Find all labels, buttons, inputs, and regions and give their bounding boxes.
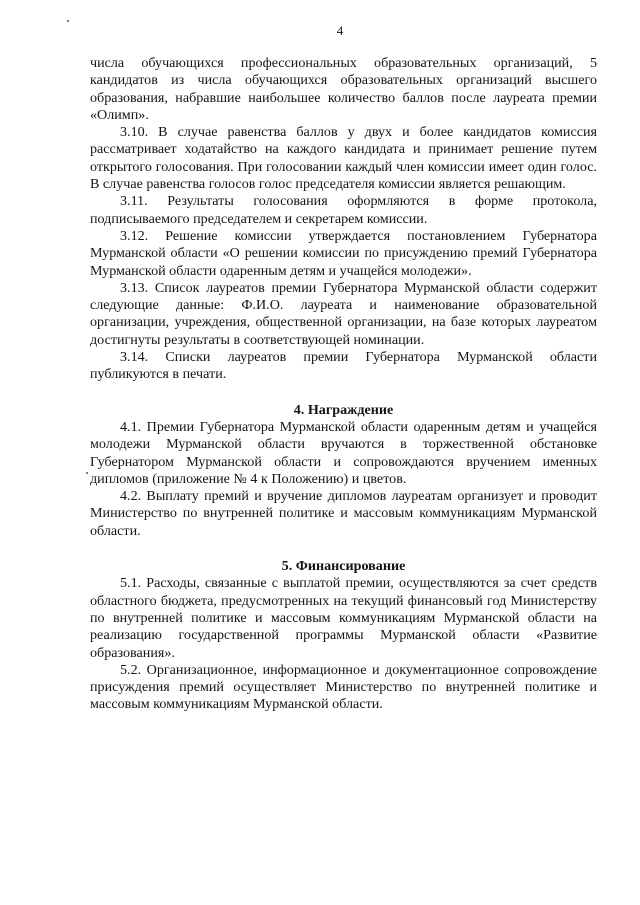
- paragraph-3-12: 3.12. Решение комиссии утверждается постановлением Губернатора Мурманской области «О решении комиссии по присуждению премий Губернатора Мурманской области одаренным детям и учащейся молодежи».: [90, 227, 597, 279]
- paragraph-4-2: 4.2. Выплату премий и вручение дипломов лауреатам организует и проводит Министерство по внутренней политике и массовым коммуникациям Мурманской области.: [90, 488, 597, 539]
- paragraph-4-1: 4.1. Премии Губернатора Мурманской области одаренным детям и учащейся молодежи Мурманской области вручаются в торжественной обстановке Губернатором Мурманской области и сопровождаются вручением именных дипломов (приложение № 4 к Положению) и цветов.: [90, 418, 597, 487]
- section-heading-awarding: 4. Награждение: [293, 401, 394, 418]
- paragraph-continuation: числа обучающихся профессиональных образовательных организаций, 5 кандидатов из числа обучающихся образовательных организаций высшего образования, набравшие наибольшее количество баллов после лауреата премии «Олимп».: [90, 55, 597, 123]
- section-heading-financing: 5. Финансирование: [281, 558, 406, 575]
- scan-artifact: [86, 472, 88, 474]
- paragraph-3-13: 3.13. Список лауреатов премии Губернатора Мурманской области содержит следующие данные: Ф.И.О. лауреата и наименование образовательной организации, учреждения, общественной организации, на базе которых лауреатом достигнуты результаты в соответствующей номинации.: [90, 279, 597, 348]
- paragraph-5-2: 5.2. Организационное, информационное и документационное сопровождение присуждения премий осуществляет Министерство по внутренней политике и массовым коммуникациям Мурманской области.: [90, 661, 597, 713]
- page-number: 4: [336, 23, 344, 38]
- document-body: [90, 55, 597, 714]
- scan-artifact: [67, 20, 69, 22]
- paragraph-3-10: 3.10. В случае равенства баллов у двух и более кандидатов комиссия рассматривает ходатайство на каждого кандидата и принимает решение путем открытого голосования. При голосовании каждый член комиссии имеет один голос. В случае равенства голосов голос председателя комиссии является решающим.: [90, 124, 597, 193]
- paragraph-3-14: 3.14. Списки лауреатов премии Губернатора Мурманской области публикуются в печати.: [90, 349, 597, 383]
- paragraph-5-1: 5.1. Расходы, связанные с выплатой премии, осуществляются за счет средств областного бюджета, предусмотренных на текущий финансовый год Министерству по внутренней политике и массовым коммуникациям Мурманской области на реализацию государственной программы Мурманской области «Развитие образования».: [90, 575, 597, 661]
- paragraph-3-11: 3.11. Результаты голосования оформляются в форме протокола, подписываемого председателем и секретарем комиссии.: [90, 193, 597, 227]
